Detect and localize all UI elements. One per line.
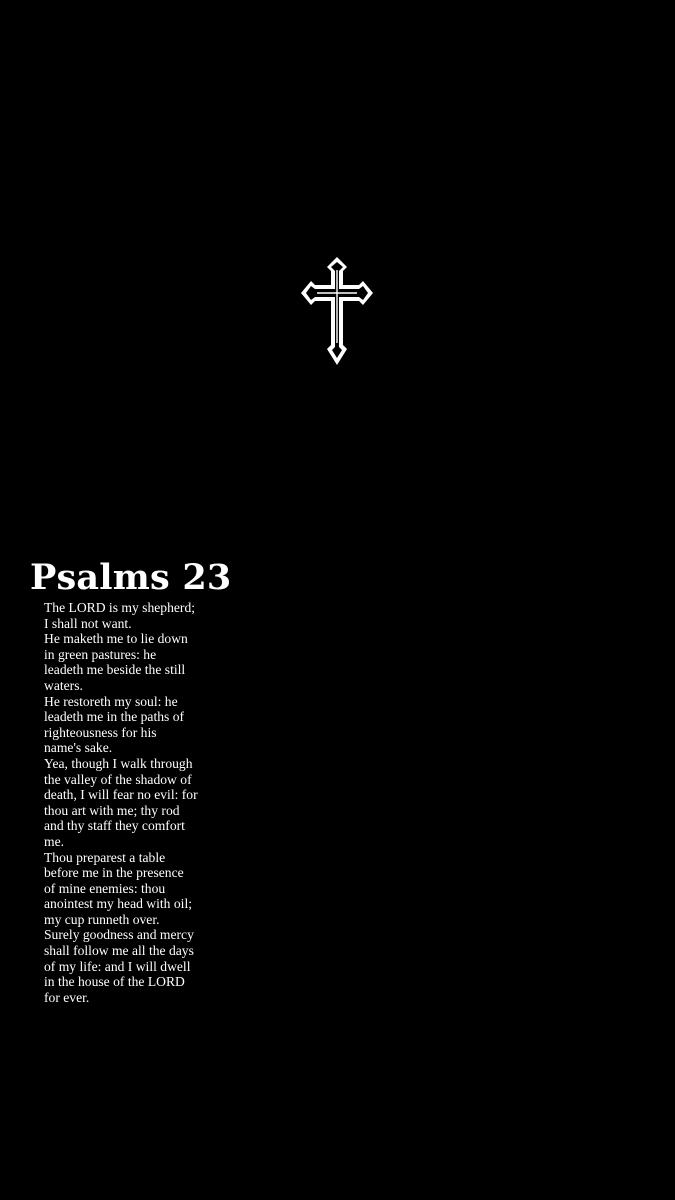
verse-line: leadeth me beside the still <box>44 662 186 678</box>
psalm-text <box>44 600 244 1005</box>
verse-line: Thou preparest a table <box>44 849 166 865</box>
verse-line: my cup runneth over. <box>44 911 160 927</box>
verse-line: the valley of the shadow of <box>44 771 192 787</box>
verse-line: Yea, though I walk through <box>44 755 193 771</box>
verse-line: name's sake. <box>44 740 113 756</box>
verse-line: I shall not want. <box>44 615 132 631</box>
verse-line: of my life: and I will dwell <box>44 958 191 974</box>
verse-line: shall follow me all the days <box>44 943 194 959</box>
verse-line: for ever. <box>44 989 90 1005</box>
verse-line: Surely goodness and mercy <box>44 927 194 943</box>
verse-line: and thy staff they comfort <box>44 818 185 834</box>
verse-line: He restoreth my soul: he <box>44 693 178 709</box>
ornate-cross-icon <box>301 257 373 365</box>
verse-line: of mine enemies: thou <box>44 880 166 896</box>
page-title: Psalms 23 <box>30 557 232 598</box>
verse-line: anointest my head with oil; <box>44 896 192 912</box>
verse-line: in green pastures: he <box>44 646 157 662</box>
verse-line: leadeth me in the paths of <box>44 709 185 725</box>
verse-line: before me in the presence <box>44 865 184 881</box>
verse-line: thou art with me; thy rod <box>44 802 180 818</box>
verse-line: me. <box>44 833 65 849</box>
verse-line: in the house of the LORD <box>44 974 185 990</box>
verse-line: waters. <box>44 677 83 693</box>
verse-line: He maketh me to lie down <box>44 631 188 647</box>
verse-line: death, I will fear no evil: for <box>44 787 198 803</box>
verse-line: The LORD is my shepherd; <box>44 600 196 615</box>
verse-line: righteousness for his <box>44 724 157 740</box>
